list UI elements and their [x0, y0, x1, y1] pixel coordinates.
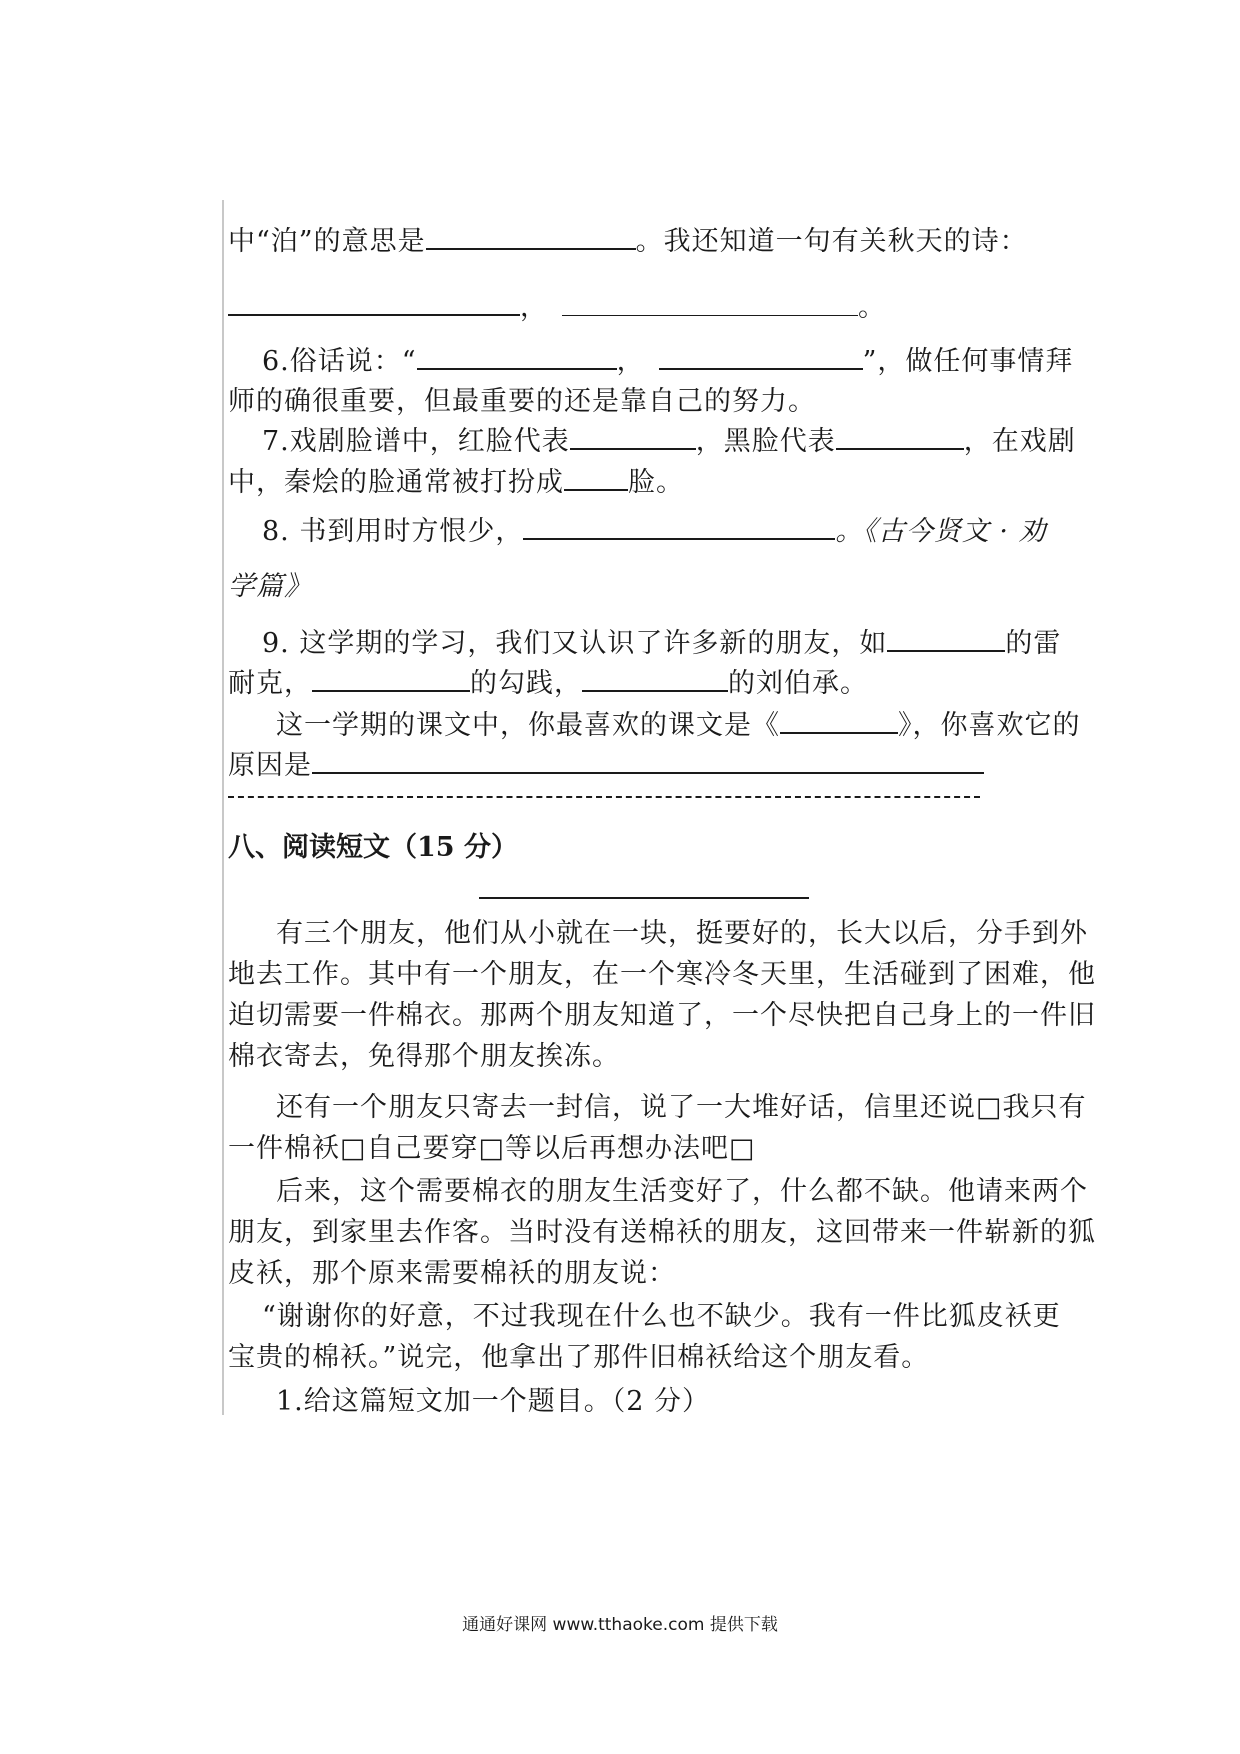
passage-line: 迫切需要一件棉衣。那两个朋友知道了，一个尽快把自己身上的一件旧 — [228, 1000, 1096, 1031]
passage-title-blank[interactable] — [479, 897, 809, 899]
text: ，黑脸代表 — [695, 426, 836, 457]
left-margin-rule — [222, 200, 224, 1415]
answer-blank[interactable] — [887, 624, 1005, 652]
question-9 — [262, 624, 1061, 664]
section-heading: 八、阅读短文（15 分） — [228, 832, 518, 863]
text: 学篇》 — [228, 571, 312, 602]
answer-blank[interactable] — [523, 512, 835, 540]
text: 9. 这学期的学习，我们又认识了许多新的朋友，如 — [262, 628, 888, 659]
dashed-answer-line[interactable] — [228, 796, 980, 798]
passage-line: 还有一个朋友只寄去一封信，说了一大堆好话，信里还说□我只有 — [276, 1092, 1087, 1123]
question-6-cont — [228, 382, 816, 422]
question-6 — [262, 342, 1073, 382]
favorite-lesson-reason — [228, 746, 984, 786]
answer-blank[interactable] — [564, 463, 628, 491]
text: 6.俗话说：“ — [262, 346, 417, 377]
answer-blank[interactable] — [312, 664, 470, 692]
answer-blank[interactable] — [312, 746, 984, 774]
text: 的刘伯承。 — [728, 668, 868, 699]
text: ”，做任何事情拜 — [862, 346, 1074, 377]
question-9-cont — [228, 664, 868, 704]
text: ， — [616, 346, 645, 377]
text: 。《古今贤文 · 劝 — [835, 516, 1047, 547]
text: 的雷 — [1005, 628, 1062, 659]
text: 。 — [858, 292, 886, 323]
question-8-cont — [228, 567, 312, 607]
answer-blank[interactable] — [659, 342, 863, 370]
passage-line: 地去工作。其中有一个朋友，在一个寒冷冬天里，生活碰到了困难，他 — [228, 959, 1096, 990]
passage-line: 宝贵的棉袄。”说完，他拿出了那件旧棉袄给这个朋友看。 — [228, 1342, 930, 1373]
fill-line-2 — [228, 288, 886, 328]
answer-blank[interactable] — [780, 706, 898, 734]
answer-blank[interactable] — [570, 422, 696, 450]
passage-line: 后来，这个需要棉衣的朋友生活变好了，什么都不缺。他请来两个 — [276, 1176, 1088, 1207]
answer-blank[interactable] — [426, 222, 636, 250]
text: 中“泊”的意思是 — [228, 226, 426, 257]
passage-line: 朋友，到家里去作客。当时没有送棉袄的朋友，这回带来一件崭新的狐 — [228, 1217, 1096, 1248]
passage-line: 棉衣寄去，免得那个朋友挨冻。 — [228, 1041, 620, 1072]
question-7-cont — [228, 463, 684, 503]
text: 的勾践， — [470, 668, 582, 699]
text: 8. 书到用时方恨少， — [262, 516, 524, 547]
answer-blank[interactable] — [562, 289, 858, 316]
answer-blank[interactable] — [228, 288, 520, 316]
text: ，在戏剧 — [963, 426, 1076, 457]
favorite-lesson-question — [276, 706, 1081, 746]
text: 耐克， — [228, 668, 312, 699]
text: 》，你喜欢它的 — [898, 710, 1081, 741]
text: 脸。 — [628, 467, 684, 498]
text: 师的确很重要，但最重要的还是靠自己的努力。 — [228, 386, 816, 417]
fill-line-1 — [228, 222, 1028, 262]
text: 7.戏剧脸谱中，红脸代表 — [262, 426, 570, 457]
passage-line: “谢谢你的好意，不过我现在什么也不缺少。我有一件比狐皮袄更 — [262, 1301, 1061, 1332]
text: 这一学期的课文中，你最喜欢的课文是《 — [276, 710, 780, 741]
text: 中，秦烩的脸通常被打扮成 — [228, 467, 564, 498]
text: 。我还知道一句有关秋天的诗： — [635, 226, 1028, 257]
passage-line: 一件棉袄□自己要穿□等以后再想办法吧□ — [228, 1133, 756, 1164]
passage-line: 皮袄，那个原来需要棉袄的朋友说： — [228, 1258, 676, 1289]
answer-blank[interactable] — [582, 664, 728, 692]
footer-credit: 通通好课网 www.tthaoke.com 提供下载 — [462, 1615, 778, 1635]
text: 原因是 — [228, 750, 312, 781]
passage-line: 有三个朋友，他们从小就在一块，挺要好的，长大以后，分手到外 — [276, 918, 1088, 949]
question-7 — [262, 422, 1076, 462]
text: ， — [520, 292, 548, 323]
reading-question-1: 1.给这篇短文加一个题目。（2 分） — [276, 1386, 711, 1417]
answer-blank[interactable] — [836, 422, 964, 450]
question-8 — [262, 512, 1047, 552]
answer-blank[interactable] — [417, 342, 617, 370]
